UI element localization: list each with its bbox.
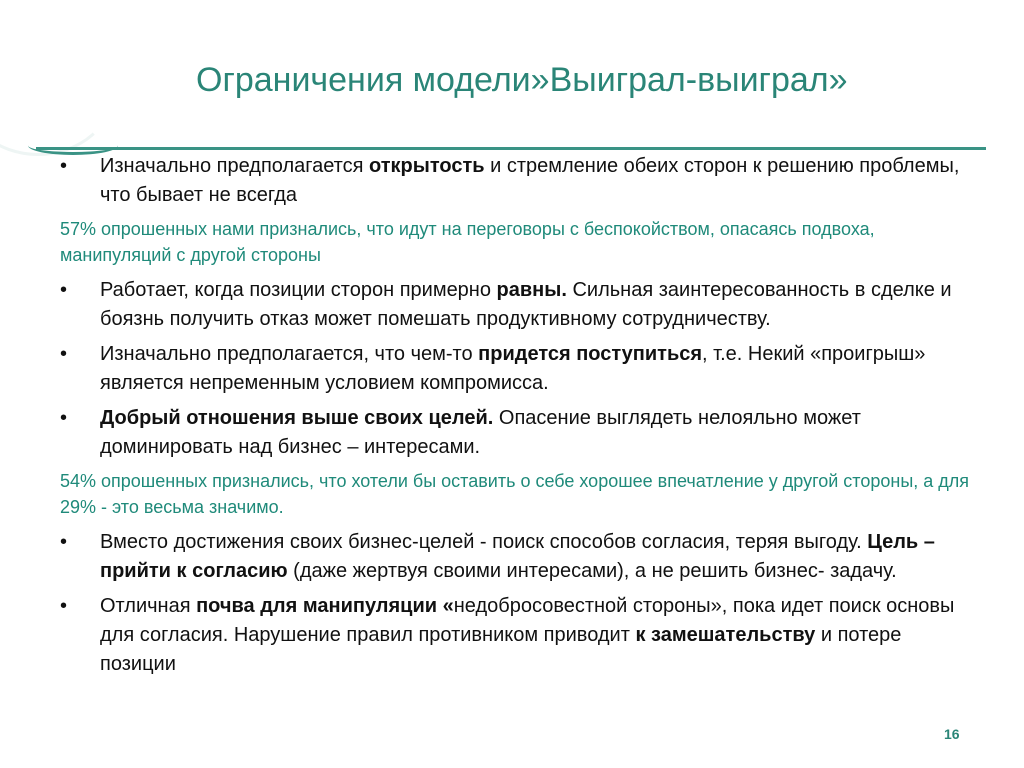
text-run: (даже жертвуя своими интересами), а не решить бизнес- задачу. bbox=[287, 560, 897, 582]
bold-text: Цель – прийти к согласию bbox=[100, 531, 935, 582]
title-rule bbox=[36, 147, 986, 150]
text-run: Работает, когда позиции сторон примерно bbox=[100, 279, 497, 301]
slide-content bbox=[60, 152, 970, 685]
bullet-item bbox=[60, 592, 970, 679]
text-run: Сильная заинтересованность в сделке и боязнь получить отказ может помешать продуктивному сотрудничеству. bbox=[100, 279, 952, 330]
text-run: Изначально предполагается, что чем-то bbox=[100, 343, 479, 365]
text-run: и стремление обеих сторон к решению проблемы, что бывает не всегда bbox=[100, 155, 960, 206]
bullet-item bbox=[60, 528, 970, 586]
bold-text: равны. bbox=[496, 279, 567, 301]
survey-note bbox=[60, 468, 970, 520]
bold-text: открытость bbox=[369, 155, 485, 177]
text-run: Отличная bbox=[100, 595, 197, 617]
bullet-item bbox=[60, 404, 970, 462]
page-number: 16 bbox=[944, 726, 960, 742]
bullet-item bbox=[60, 340, 970, 398]
bullet-item bbox=[60, 276, 970, 334]
text-run: недобросовестной стороны», пока идет поиск основы для согласия. Нарушение правил противником приводит bbox=[100, 595, 955, 646]
slide-title: Ограничения модели»Выиграл-выиграл» bbox=[196, 61, 848, 99]
bold-text: к замешательству bbox=[635, 624, 816, 646]
text-run: и потере позиции bbox=[100, 624, 902, 675]
survey-note bbox=[60, 216, 970, 268]
text-run: 54% опрошенных признались, что хотели бы оставить о себе хорошее впечатление у другой стороны, а для 29% - это весьма значимо. bbox=[60, 471, 970, 517]
text-run: Изначально предполагается bbox=[100, 155, 370, 177]
text-run: 57% опрошенных нами признались, что идут на переговоры с беспокойством, опасаясь подвоха, манипуляций с другой стороны bbox=[60, 219, 875, 265]
bullet-item bbox=[60, 152, 970, 210]
text-run: Вместо достижения своих бизнес-целей - поиск способов согласия, теряя выгоду. bbox=[100, 531, 868, 553]
bold-text: почва для манипуляции « bbox=[196, 595, 454, 617]
bold-text: придется поступиться bbox=[478, 343, 703, 365]
text-run: , т.е. Некий «проигрыш» является непременным условием компромисса. bbox=[100, 343, 926, 394]
bold-text: Добрый отношения выше своих целей. bbox=[100, 407, 494, 429]
text-run: Опасение выглядеть нелояльно может доминировать над бизнес – интересами. bbox=[100, 407, 861, 458]
